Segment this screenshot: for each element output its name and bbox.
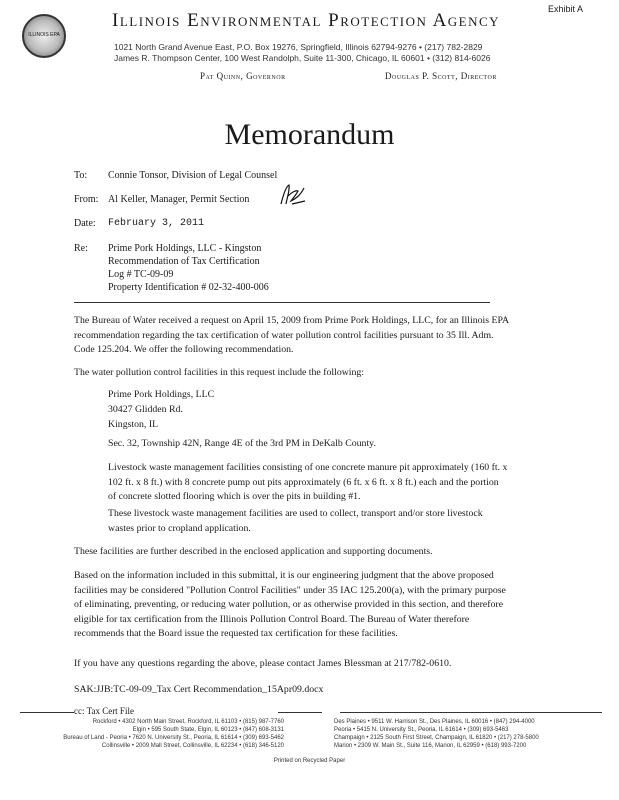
location-paragraph: Sec. 32, Township 42N, Range 4E of the 3rd PM in DeKalb County. xyxy=(108,438,376,449)
office-rockford: Rockford • 4302 North Main Street, Rockford, IL 61103 • (815) 987-7760 xyxy=(92,719,284,725)
office-champaign: Champaign • 2125 South First Street, Champaign, IL 61820 • (217) 278-5800 xyxy=(334,735,539,741)
re-line-1: Prime Pork Holdings, LLC - Kingston xyxy=(108,243,262,254)
re-line-3: Log # TC-09-09 xyxy=(108,269,174,280)
office-collinsville: Collinsville • 2009 Mall Street, Collinsville, IL 62234 • (618) 346-5120 xyxy=(101,743,284,749)
owner-name: Prime Pork Holdings, LLC xyxy=(108,389,215,400)
footer-rule-left xyxy=(20,712,74,713)
date-value: February 3, 2011 xyxy=(108,218,205,229)
office-elgin: Elgin • 595 South State, Elgin, IL 60123 • (847) 608-3131 xyxy=(132,727,284,733)
footer-rule-center xyxy=(278,712,322,713)
facilities-intro: The water pollution control facilities in this request include the following: xyxy=(74,367,365,378)
governor: Pat Quinn, Governor xyxy=(200,71,286,81)
cc-line: cc: Tax Cert File xyxy=(74,706,134,716)
facility-description: Livestock waste management facilities consisting of one concrete manure pit approximately (160 ft. x 102 ft. x 8 ft.) with 8 concrete pump out pits approximately (6 ft. x 6 ft. x 8 ft.) each and the portion of concrete slotted flooring which is over the pits in building #1. xyxy=(108,462,508,503)
address-line-2: James R. Thompson Center, 100 West Randolph, Suite 11-300, Chicago, IL 60601 • (312) 814-6026 xyxy=(114,53,491,63)
offices-right xyxy=(334,718,604,750)
contact-paragraph: If you have any questions regarding the above, please contact James Blessman at 217/782-0610. xyxy=(74,658,452,669)
intro-paragraph: The Bureau of Water received a request on April 15, 2009 from Prime Pork Holdings, LLC, for an Illinois EPA recommendation regarding the tax certification of water pollution control facilities pursuant to 35 Ill. Adm. Code 125.204. We offer the following recommendation. xyxy=(74,315,509,356)
office-bureau-of-land-peoria: Bureau of Land - Peoria • 7620 N. University St., Peoria, IL 61614 • (309) 693-5462 xyxy=(63,735,284,741)
offices-left xyxy=(18,718,284,750)
judgment-paragraph: Based on the information included in this submittal, it is our engineering judgment that the above proposed facilities may be considered "Pollution Control Facilities" under 35 IAC 125.200(a), with the primary purpose of eliminating, preventing, or reducing water pollution, or as otherwise provided in this section, and therefore eligible for tax certification from the Illinois Pollution Control Board. The Bureau of Water therefore recommends that the Board issue the requested tax certification for these facilities. xyxy=(74,570,506,640)
seal-text: ILLINOIS EPA xyxy=(28,32,60,38)
director: Douglas P. Scott, Director xyxy=(385,71,497,81)
footer-rule-right xyxy=(340,712,602,713)
owner-city: Kingston, IL xyxy=(108,419,159,430)
re-label: Re: xyxy=(74,243,88,254)
date-label: Date: xyxy=(74,218,96,229)
file-reference: SAK:JJB:TC-09-09_Tax Cert Recommendation_15Apr09.docx xyxy=(74,684,324,695)
office-des-plaines: Des Plaines • 9511 W. Harrison St., Des Plaines, IL 60016 • (847) 294-4000 xyxy=(334,719,535,725)
owner-street: 30427 Glidden Rd. xyxy=(108,404,183,415)
exhibit-label: Exhibit A xyxy=(548,4,584,14)
agency-seal-icon xyxy=(22,14,66,58)
header-divider xyxy=(74,302,490,303)
to-value: Connie Tonsor, Division of Legal Counsel xyxy=(108,170,278,181)
memo-title: Memorandum xyxy=(224,118,395,151)
re-line-2: Recommendation of Tax Certification xyxy=(108,256,260,267)
signature-icon xyxy=(278,182,308,208)
re-line-4: Property Identification # 02-32-400-006 xyxy=(108,282,269,293)
to-label: To: xyxy=(74,170,88,181)
office-peoria: Peoria • 5415 N. University St., Peoria, IL 61614 • (309) 693-5463 xyxy=(334,727,509,733)
facility-use: These livestock waste management facilities are used to collect, transport and/or store livestock wastes prior to cropland application. xyxy=(108,508,483,534)
from-label: From: xyxy=(74,194,99,205)
agency-name: Illinois Environmental Protection Agency xyxy=(112,10,501,31)
from-value: Al Keller, Manager, Permit Section xyxy=(108,194,250,205)
printed-on-recycled-paper: Printed on Recycled Paper xyxy=(273,758,346,764)
described-paragraph: These facilities are further described in the enclosed application and supporting documents. xyxy=(74,546,433,557)
address-line-1: 1021 North Grand Avenue East, P.O. Box 19276, Springfield, Illinois 62794-9276 • (217) 782-2829 xyxy=(114,42,483,52)
office-marion: Marion • 2309 W. Main St., Suite 116, Marion, IL 62959 • (618) 993-7200 xyxy=(334,743,527,749)
